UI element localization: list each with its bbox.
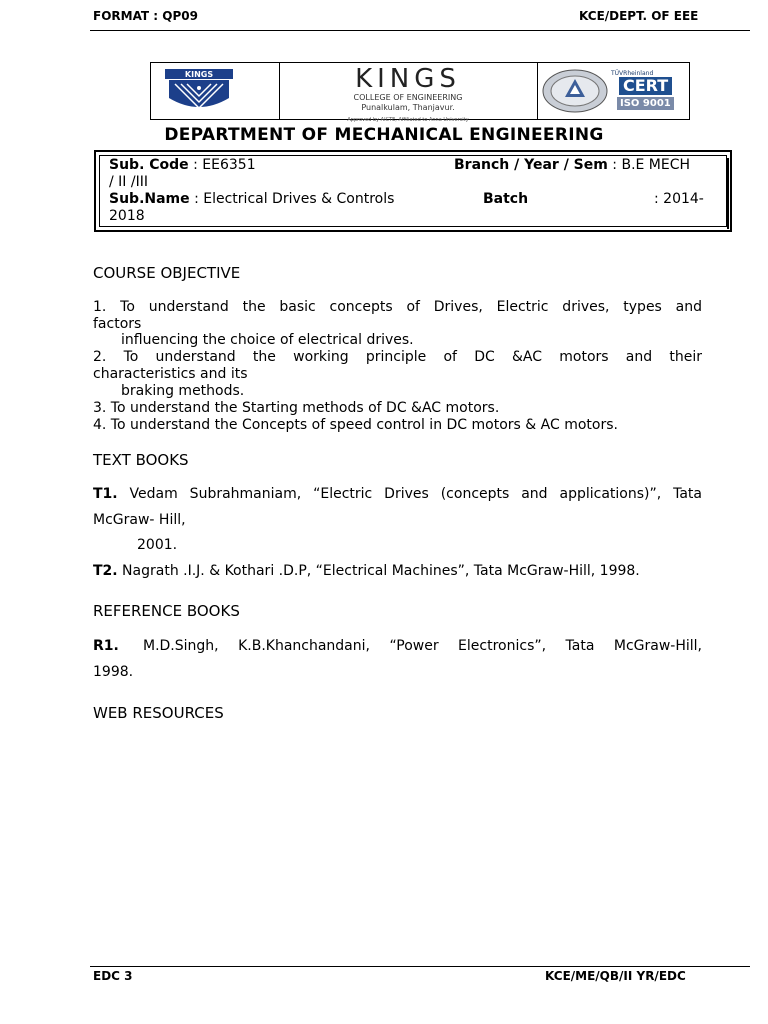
certification-seal-icon	[541, 67, 609, 115]
batch-value: : 2014-	[654, 191, 704, 207]
iso-label: ISO 9001	[617, 97, 674, 110]
footer-doc-code: KCE/ME/QB/II YR/EDC	[545, 969, 686, 983]
t1-text: Vedam Subrahmaniam, “Electric Drives (concepts and applications)”, Tata	[117, 486, 702, 502]
branch-continuation: / II /III	[109, 174, 148, 190]
college-place: Punalkulam, Thanjavur.	[361, 103, 455, 112]
text-book-t2	[93, 558, 702, 584]
course-objective-heading: COURSE OBJECTIVE	[93, 264, 241, 282]
sub-name-line	[109, 191, 394, 208]
cert-brand: TÜVRheinland	[611, 70, 654, 77]
sub-code-value: : EE6351	[188, 157, 256, 173]
svg-text:KINGS: KINGS	[184, 70, 214, 79]
reference-r1-line-b: 1998.	[93, 664, 134, 680]
objective-3: 3. To understand the Starting methods of DC &AC motors.	[93, 400, 500, 416]
footer-rule	[90, 966, 750, 967]
college-subtitle: COLLEGE OF ENGINEERING	[353, 93, 463, 102]
text-book-t1-line-b: McGraw- Hill,	[93, 512, 186, 528]
sub-name-label: Sub.Name	[109, 191, 190, 207]
header-rule	[90, 30, 750, 31]
college-approval-note: Approved by AICTE, Affiliated to Anna University	[347, 117, 469, 123]
r1-text: M.D.Singh, K.B.Khanchandani, “Power Electronics”, Tata McGraw-Hill,	[143, 638, 702, 654]
college-logo-banner	[150, 62, 690, 123]
objective-2-line-c: braking methods.	[121, 383, 245, 399]
certification-cell	[537, 63, 689, 119]
kings-emblem-icon	[161, 68, 237, 114]
t2-label: T2.	[93, 563, 118, 579]
branch-value: : B.E MECH	[607, 157, 691, 173]
sub-code-label: Sub. Code	[109, 157, 189, 173]
footer-page-code: EDC 3	[93, 969, 133, 983]
objective-2-line-a: 2. To understand the working principle of DC &AC motors and their	[93, 349, 702, 365]
t2-text: Nagrath .I.J. & Kothari .D.P, “Electrical Machines”, Tata McGraw-Hill, 1998.	[117, 563, 640, 579]
reference-books-heading: REFERENCE BOOKS	[93, 602, 240, 620]
t1-label: T1.	[93, 486, 118, 502]
objective-1-line-c: influencing the choice of electrical drives.	[121, 332, 414, 348]
text-book-t1-year: 2001.	[137, 537, 178, 553]
r1-label: R1.	[93, 638, 119, 654]
objective-2-line-b: characteristics and its	[93, 366, 248, 382]
branch-label: Branch / Year / Sem	[454, 157, 608, 173]
batch-label: Batch	[483, 191, 529, 207]
objective-1-line-a: 1. To understand the basic concepts of Drives, Electric drives, types and	[93, 299, 702, 315]
header-dept-code: KCE/DEPT. OF EEE	[579, 9, 699, 23]
reference-r1-line-a	[93, 633, 702, 659]
department-title: DEPARTMENT OF MECHANICAL ENGINEERING	[164, 125, 604, 145]
objective-1-line-b: factors	[93, 316, 142, 332]
batch-continuation: 2018	[109, 208, 145, 224]
branch-line	[454, 157, 690, 174]
objective-4: 4. To understand the Concepts of speed control in DC motors & AC motors.	[93, 417, 618, 433]
cert-label: CERT	[619, 77, 672, 95]
sub-code-line	[109, 157, 256, 174]
text-book-t1-line-a	[93, 481, 702, 507]
text-books-heading: TEXT BOOKS	[93, 451, 189, 469]
college-name: KINGS	[355, 64, 461, 94]
sub-name-value: : Electrical Drives & Controls	[189, 191, 395, 207]
kings-emblem-cell	[151, 63, 280, 119]
web-resources-heading: WEB RESOURCES	[93, 704, 224, 722]
header-format-code: FORMAT : QP09	[93, 9, 198, 23]
college-name-cell	[279, 63, 538, 123]
